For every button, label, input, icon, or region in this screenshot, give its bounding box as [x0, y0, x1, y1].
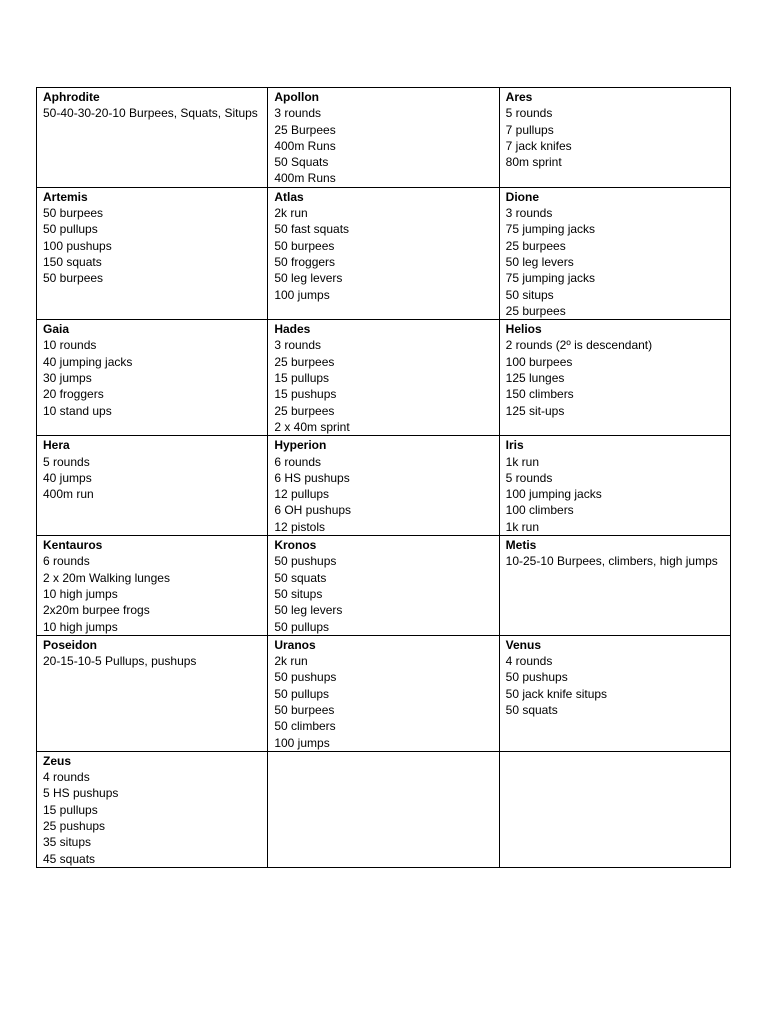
exercise-line: 50 burpees: [274, 702, 335, 717]
exercise-line: 400m Runs: [274, 171, 336, 186]
exercise-line: 75 jumping jacks: [505, 271, 596, 286]
exercise-line: 50 fast squats: [274, 222, 350, 237]
exercise-line: 7 pullups: [505, 122, 554, 137]
exercise-line: 10 high jumps: [43, 586, 118, 601]
exercise-line: 10 high jumps: [43, 619, 118, 634]
exercise-line: 50-40-30-20-10 Burpees, Squats, Situps: [43, 106, 258, 121]
exercise-line: 45 squats: [43, 851, 96, 866]
exercise-line: 50 froggers: [274, 254, 336, 269]
exercise-line: 12 pullups: [274, 487, 330, 502]
exercise-line: 12 pistols: [274, 519, 326, 534]
workout-cell: [268, 320, 499, 436]
workout-name: Dione: [505, 189, 539, 204]
exercise-line: 400m run: [43, 487, 94, 502]
workout-name: Poseidon: [43, 637, 98, 652]
exercise-line: 50 leg levers: [274, 271, 343, 286]
workout-name: Zeus: [43, 753, 72, 768]
exercise-line: 6 rounds: [43, 554, 90, 569]
exercise-line: 5 HS pushups: [43, 786, 119, 801]
workout-cell: [499, 635, 730, 751]
exercise-line: 2k run: [274, 654, 308, 669]
workout-cell: [499, 88, 730, 188]
exercise-line: 50 Squats: [274, 155, 329, 170]
workout-cell: [37, 536, 268, 636]
workout-table-body: [37, 88, 731, 868]
workout-name: Iris: [505, 438, 524, 453]
exercise-line: 10-25-10 Burpees, climbers, high jumps: [505, 554, 718, 569]
workout-cell: [499, 536, 730, 636]
exercise-line: 3 rounds: [274, 106, 322, 121]
workout-cell: [268, 88, 499, 188]
workout-cell: [499, 320, 730, 436]
workout-name: Ares: [505, 90, 533, 104]
table-row: [37, 536, 731, 636]
workout-name: Atlas: [274, 189, 304, 204]
table-row: [37, 187, 731, 319]
table-row: [37, 635, 731, 751]
workout-cell: [268, 187, 499, 319]
workout-cell: [37, 635, 268, 751]
exercise-line: 4 rounds: [505, 654, 553, 669]
exercise-line: 20 froggers: [43, 387, 104, 402]
workout-cell: [268, 436, 499, 536]
exercise-line: 5 rounds: [505, 106, 553, 121]
exercise-line: 15 pullups: [274, 371, 330, 386]
exercise-line: 6 OH pushups: [274, 503, 352, 518]
exercise-line: 50 jack knife situps: [505, 686, 608, 701]
workout-cell: [268, 635, 499, 751]
exercise-line: 35 situps: [43, 835, 92, 850]
exercise-line: 150 climbers: [505, 387, 574, 402]
exercise-line: 7 jack knifes: [505, 138, 572, 153]
workout-name: Kronos: [274, 538, 317, 553]
exercise-line: 125 sit-ups: [505, 403, 565, 418]
workout-table: [36, 87, 731, 868]
exercise-line: 75 jumping jacks: [505, 222, 596, 237]
exercise-line: 80m sprint: [505, 155, 562, 170]
exercise-line: 2 x 40m sprint: [274, 419, 350, 434]
exercise-line: 50 burpees: [43, 206, 104, 221]
empty-cell: [268, 751, 499, 867]
exercise-line: 50 pushups: [505, 670, 568, 685]
workout-cell: [499, 436, 730, 536]
workout-name: Gaia: [43, 322, 70, 337]
exercise-line: 2 rounds (2º is descendant): [505, 338, 653, 353]
workout-cell: [37, 436, 268, 536]
exercise-line: 125 lunges: [505, 371, 565, 386]
exercise-line: 100 pushups: [43, 238, 112, 253]
workout-name: Hyperion: [274, 438, 327, 453]
exercise-line: 2 x 20m Walking lunges: [43, 570, 170, 585]
exercise-line: 6 HS pushups: [274, 470, 350, 485]
exercise-line: 50 pullups: [274, 619, 330, 634]
empty-cell: [499, 751, 730, 867]
exercise-line: 2x20m burpee frogs: [43, 603, 150, 618]
exercise-line: 1k run: [505, 454, 540, 469]
exercise-line: 25 Burpees: [274, 122, 336, 137]
workout-name: Hera: [43, 438, 70, 453]
exercise-line: 100 burpees: [505, 354, 573, 369]
workout-name: Uranos: [274, 637, 316, 652]
workout-name: Apollon: [274, 90, 319, 104]
workout-name: Artemis: [43, 189, 88, 204]
workout-cell: [499, 187, 730, 319]
exercise-line: 25 burpees: [505, 303, 566, 318]
exercise-line: 100 jumps: [274, 287, 330, 302]
workout-name: Kentauros: [43, 538, 103, 553]
exercise-line: 50 situps: [274, 586, 323, 601]
table-row: [37, 88, 731, 188]
workout-cell: [37, 88, 268, 188]
exercise-line: 400m Runs: [274, 138, 336, 153]
exercise-line: 25 pushups: [43, 819, 106, 834]
workout-name: Hades: [274, 322, 311, 337]
exercise-line: 100 jumps: [274, 735, 330, 750]
exercise-line: 30 jumps: [43, 371, 92, 386]
exercise-line: 4 rounds: [43, 770, 90, 785]
exercise-line: 1k run: [505, 519, 540, 534]
exercise-line: 6 rounds: [274, 454, 322, 469]
exercise-line: 5 rounds: [43, 454, 90, 469]
exercise-line: 25 burpees: [505, 238, 566, 253]
exercise-line: 40 jumps: [43, 470, 92, 485]
exercise-line: 15 pullups: [43, 802, 98, 817]
exercise-line: 50 leg levers: [505, 254, 574, 269]
exercise-line: 15 pushups: [274, 387, 337, 402]
exercise-line: 50 squats: [505, 702, 558, 717]
exercise-line: 5 rounds: [505, 470, 553, 485]
exercise-line: 50 burpees: [43, 271, 104, 286]
workout-cell: [268, 536, 499, 636]
exercise-line: 3 rounds: [274, 338, 322, 353]
workout-cell: [37, 320, 268, 436]
table-row: [37, 751, 731, 867]
table-row: [37, 436, 731, 536]
exercise-line: 150 squats: [43, 254, 102, 269]
exercise-line: 25 burpees: [274, 354, 335, 369]
exercise-line: 50 situps: [505, 287, 554, 302]
exercise-line: 50 pullups: [274, 686, 330, 701]
workout-name: Helios: [505, 322, 542, 337]
workout-cell: [37, 187, 268, 319]
exercise-line: 10 stand ups: [43, 403, 112, 418]
table-row: [37, 320, 731, 436]
exercise-line: 50 pushups: [274, 670, 337, 685]
exercise-line: 40 jumping jacks: [43, 354, 133, 369]
exercise-line: 3 rounds: [505, 206, 553, 221]
exercise-line: 10 rounds: [43, 338, 97, 353]
exercise-line: 50 pullups: [43, 222, 98, 237]
exercise-line: 100 jumping jacks: [505, 487, 602, 502]
workout-cell: [37, 751, 268, 867]
exercise-line: 50 leg levers: [274, 603, 343, 618]
exercise-line: 50 burpees: [274, 238, 335, 253]
workout-name: Venus: [505, 637, 542, 652]
exercise-line: 50 climbers: [274, 719, 336, 734]
exercise-line: 20-15-10-5 Pullups, pushups: [43, 654, 197, 669]
exercise-line: 50 pushups: [274, 554, 337, 569]
workout-name: Metis: [505, 538, 537, 553]
exercise-line: 2k run: [274, 206, 308, 221]
exercise-line: 25 burpees: [274, 403, 335, 418]
exercise-line: 50 squats: [274, 570, 327, 585]
workout-name: Aphrodite: [43, 90, 100, 104]
exercise-line: 100 climbers: [505, 503, 574, 518]
